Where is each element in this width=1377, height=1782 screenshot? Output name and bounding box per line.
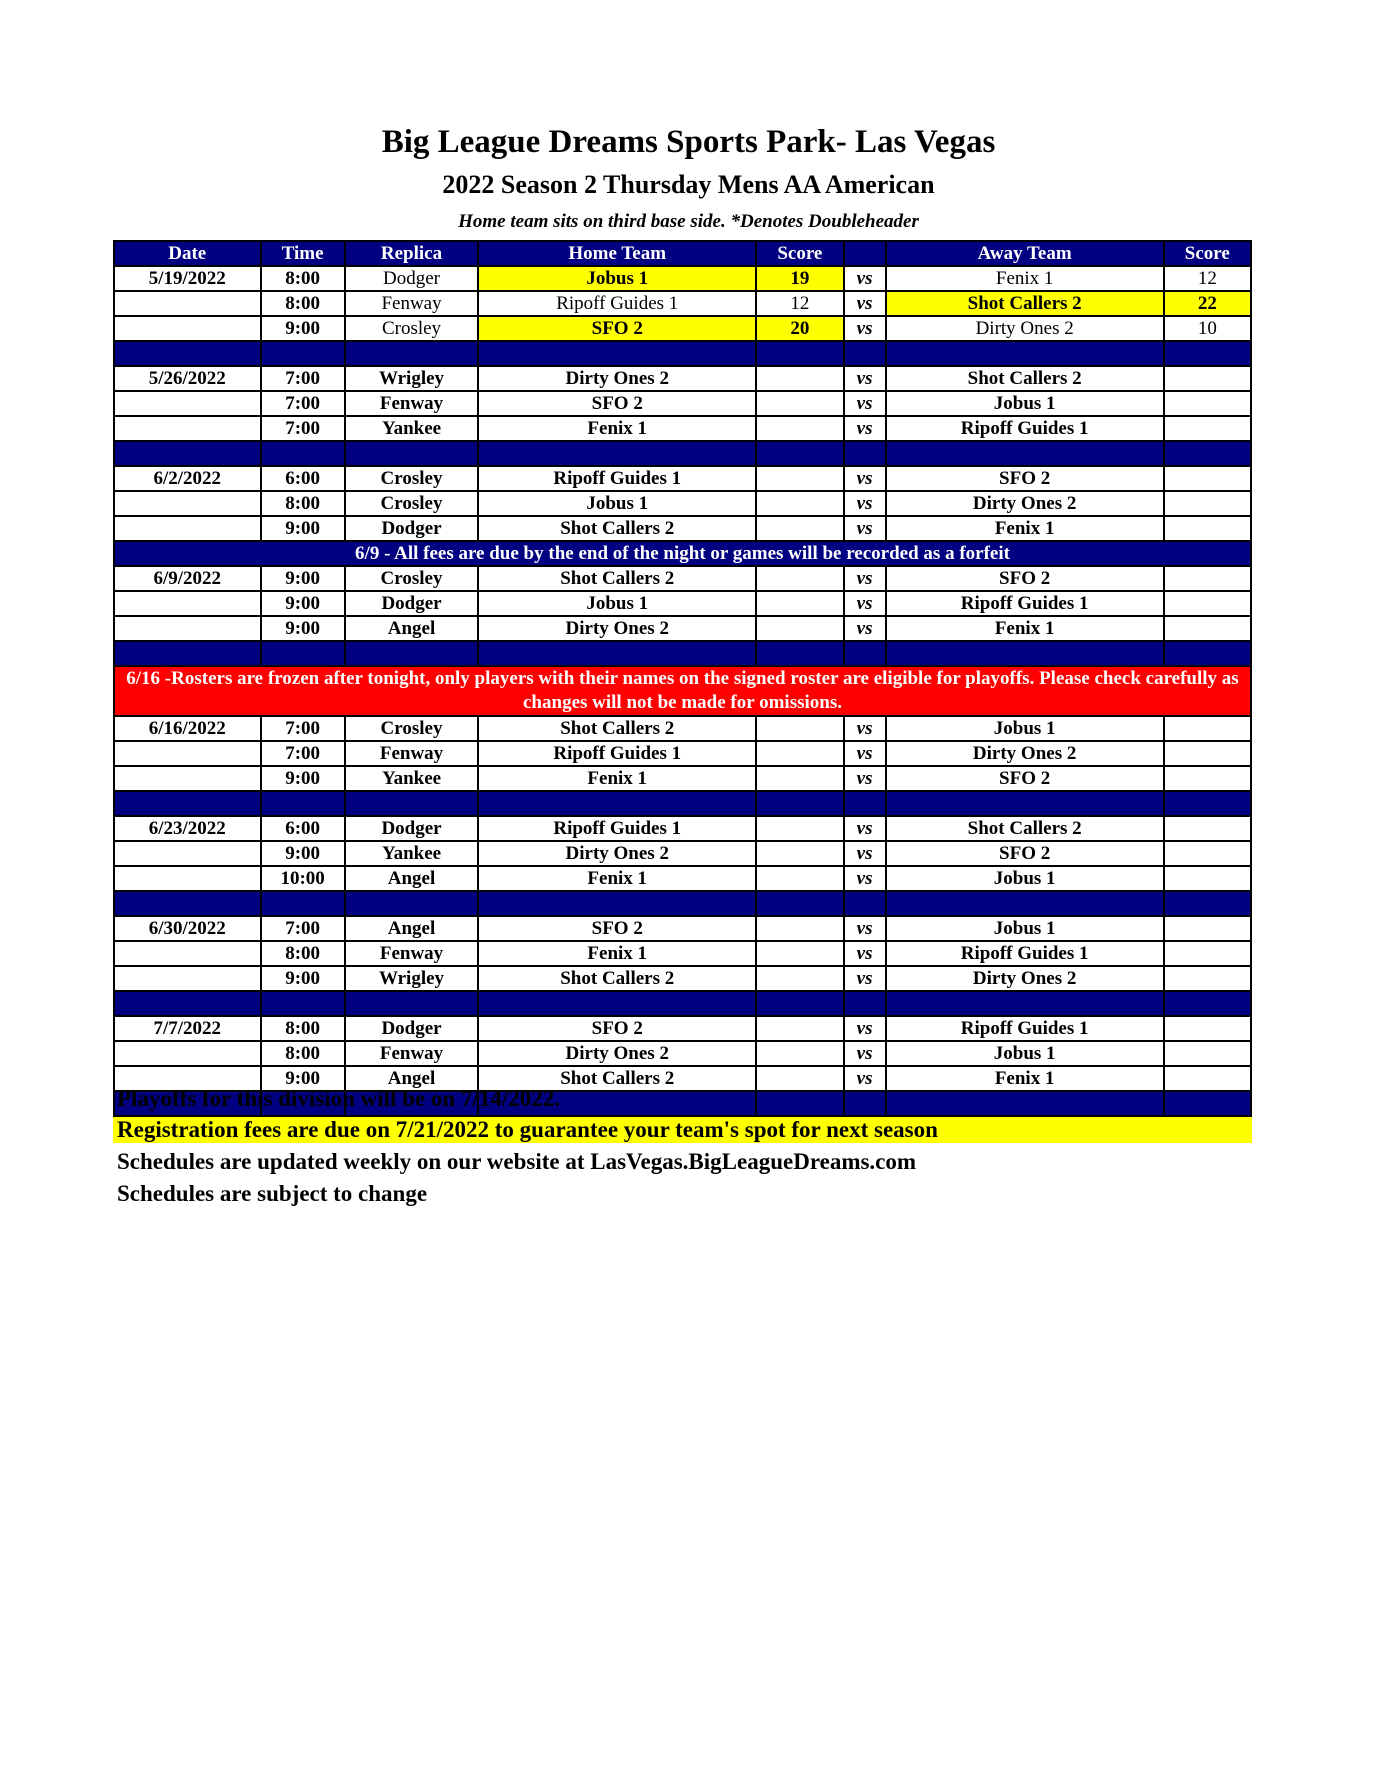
game-time: 8:00 <box>261 1016 345 1041</box>
game-time: 8:00 <box>261 941 345 966</box>
away-score <box>1164 591 1251 616</box>
week-date: 6/23/2022 <box>114 816 261 841</box>
spacer-cell <box>886 1091 1164 1116</box>
spacer-cell <box>1164 641 1251 666</box>
game-row <box>114 766 1251 791</box>
spacer-row <box>114 791 1251 816</box>
week-date-empty <box>114 391 261 416</box>
spacer-cell <box>844 341 886 366</box>
away-team: Jobus 1 <box>886 391 1164 416</box>
game-field: Angel <box>345 866 478 891</box>
game-time: 6:00 <box>261 466 345 491</box>
game-row <box>114 841 1251 866</box>
spacer-cell <box>756 1091 843 1116</box>
header-away-team: Away Team <box>886 241 1164 266</box>
spacer-cell <box>844 791 886 816</box>
home-score <box>756 416 843 441</box>
home-score <box>756 816 843 841</box>
game-time: 9:00 <box>261 966 345 991</box>
game-field: Dodger <box>345 591 478 616</box>
game-time: 9:00 <box>261 316 345 341</box>
game-row <box>114 516 1251 541</box>
spacer-cell <box>1164 991 1251 1016</box>
game-row <box>114 741 1251 766</box>
playoffs-note: Playoffs for this division will be on 7/14/2022. <box>117 1086 561 1111</box>
home-score <box>756 566 843 591</box>
game-field: Fenway <box>345 1041 478 1066</box>
spacer-cell <box>114 991 261 1016</box>
home-score <box>756 866 843 891</box>
spacer-cell <box>756 441 843 466</box>
game-row <box>114 566 1251 591</box>
away-score <box>1164 766 1251 791</box>
home-team: Fenix 1 <box>478 766 756 791</box>
vs-label: vs <box>844 366 886 391</box>
home-score <box>756 1066 843 1091</box>
spacer-cell <box>886 891 1164 916</box>
spacer-cell <box>756 341 843 366</box>
home-team: SFO 2 <box>478 316 756 341</box>
header-vs <box>844 241 886 266</box>
game-time: 8:00 <box>261 491 345 516</box>
home-team-note: Home team sits on third base side. *Denotes Doubleheader <box>458 211 919 232</box>
game-row <box>114 1016 1251 1041</box>
game-field: Fenway <box>345 741 478 766</box>
subject-to-change-note: Schedules are subject to change <box>117 1181 428 1206</box>
spacer-cell <box>756 791 843 816</box>
away-team: SFO 2 <box>886 841 1164 866</box>
home-score <box>756 916 843 941</box>
game-time: 9:00 <box>261 591 345 616</box>
home-team: Shot Callers 2 <box>478 516 756 541</box>
vs-label: vs <box>844 1016 886 1041</box>
away-score <box>1164 1016 1251 1041</box>
home-team: Shot Callers 2 <box>478 966 756 991</box>
away-score <box>1164 966 1251 991</box>
home-team: Ripoff Guides 1 <box>478 291 756 316</box>
game-time: 7:00 <box>261 916 345 941</box>
game-field: Angel <box>345 916 478 941</box>
roster-alert: 6/16 -Rosters are frozen after tonight, only players with their names on the signed roster are eligible for playoffs. Please check carefully as changes will not be made for omissions. <box>114 666 1251 716</box>
away-score <box>1164 516 1251 541</box>
spacer-cell <box>886 441 1164 466</box>
home-score <box>756 941 843 966</box>
spacer-cell <box>886 641 1164 666</box>
week-date-empty <box>114 941 261 966</box>
game-field: Angel <box>345 616 478 641</box>
home-score <box>756 966 843 991</box>
vs-label: vs <box>844 291 886 316</box>
spacer-cell <box>844 441 886 466</box>
away-team: Fenix 1 <box>886 516 1164 541</box>
game-time: 6:00 <box>261 816 345 841</box>
vs-label: vs <box>844 316 886 341</box>
home-team: Jobus 1 <box>478 591 756 616</box>
game-field: Fenway <box>345 391 478 416</box>
spacer-cell <box>1164 891 1251 916</box>
away-score <box>1164 866 1251 891</box>
away-score <box>1164 1041 1251 1066</box>
game-row <box>114 266 1251 291</box>
vs-label: vs <box>844 491 886 516</box>
game-row <box>114 491 1251 516</box>
home-score <box>756 741 843 766</box>
spacer-cell <box>844 891 886 916</box>
home-score <box>756 591 843 616</box>
vs-label: vs <box>844 741 886 766</box>
spacer-cell <box>1164 791 1251 816</box>
vs-label: vs <box>844 716 886 741</box>
away-score <box>1164 616 1251 641</box>
home-score <box>756 466 843 491</box>
game-row <box>114 316 1251 341</box>
week-date: 6/2/2022 <box>114 466 261 491</box>
game-field: Wrigley <box>345 966 478 991</box>
fees-banner-row <box>114 541 1251 566</box>
game-field: Dodger <box>345 816 478 841</box>
away-team: Fenix 1 <box>886 616 1164 641</box>
spacer-cell <box>261 991 345 1016</box>
away-score <box>1164 491 1251 516</box>
spacer-cell <box>478 991 756 1016</box>
game-time: 9:00 <box>261 616 345 641</box>
home-score: 12 <box>756 291 843 316</box>
away-team: Dirty Ones 2 <box>886 741 1164 766</box>
header-home-team: Home Team <box>478 241 756 266</box>
spacer-cell <box>261 341 345 366</box>
vs-label: vs <box>844 566 886 591</box>
game-time: 8:00 <box>261 266 345 291</box>
vs-label: vs <box>844 1066 886 1091</box>
home-score <box>756 616 843 641</box>
website-note: Schedules are updated weekly on our website at LasVegas.BigLeagueDreams.com <box>117 1149 917 1174</box>
away-team: Jobus 1 <box>886 716 1164 741</box>
game-row <box>114 966 1251 991</box>
home-score: 19 <box>756 266 843 291</box>
away-team: Ripoff Guides 1 <box>886 416 1164 441</box>
home-team: Jobus 1 <box>478 491 756 516</box>
away-score <box>1164 941 1251 966</box>
week-date: 6/16/2022 <box>114 716 261 741</box>
vs-label: vs <box>844 266 886 291</box>
header-home-score: Score <box>756 241 843 266</box>
week-date-empty <box>114 591 261 616</box>
home-team: Jobus 1 <box>478 266 756 291</box>
home-team: SFO 2 <box>478 916 756 941</box>
game-field: Dodger <box>345 266 478 291</box>
week-date-empty <box>114 416 261 441</box>
spacer-cell <box>1164 1091 1251 1116</box>
spacer-cell <box>261 891 345 916</box>
week-date-empty <box>114 741 261 766</box>
spacer-cell <box>756 891 843 916</box>
away-team: Ripoff Guides 1 <box>886 591 1164 616</box>
away-team: SFO 2 <box>886 466 1164 491</box>
home-score <box>756 366 843 391</box>
game-field: Yankee <box>345 766 478 791</box>
away-score <box>1164 416 1251 441</box>
spacer-cell <box>345 991 478 1016</box>
spacer-cell <box>114 791 261 816</box>
spacer-cell <box>844 1091 886 1116</box>
spacer-cell <box>1164 341 1251 366</box>
game-field: Crosley <box>345 316 478 341</box>
week-date-empty <box>114 616 261 641</box>
spacer-cell <box>478 441 756 466</box>
game-field: Fenway <box>345 291 478 316</box>
home-team: Fenix 1 <box>478 416 756 441</box>
away-team: Shot Callers 2 <box>886 366 1164 391</box>
away-score <box>1164 741 1251 766</box>
game-field: Fenway <box>345 941 478 966</box>
game-row <box>114 941 1251 966</box>
game-field: Angel <box>345 1066 478 1091</box>
vs-label: vs <box>844 766 886 791</box>
spacer-cell <box>345 791 478 816</box>
home-score <box>756 491 843 516</box>
home-score <box>756 766 843 791</box>
spacer-cell <box>114 641 261 666</box>
spacer-row <box>114 341 1251 366</box>
game-field: Dodger <box>345 516 478 541</box>
week-date-empty <box>114 516 261 541</box>
home-team: SFO 2 <box>478 391 756 416</box>
game-time: 9:00 <box>261 566 345 591</box>
game-row <box>114 366 1251 391</box>
away-team: SFO 2 <box>886 766 1164 791</box>
away-score <box>1164 916 1251 941</box>
spacer-cell <box>886 991 1164 1016</box>
away-team: Jobus 1 <box>886 1041 1164 1066</box>
game-time: 8:00 <box>261 291 345 316</box>
game-time: 10:00 <box>261 866 345 891</box>
home-team: Dirty Ones 2 <box>478 616 756 641</box>
week-date-empty <box>114 291 261 316</box>
game-row <box>114 916 1251 941</box>
home-score <box>756 1016 843 1041</box>
home-score <box>756 841 843 866</box>
week-date-empty <box>114 841 261 866</box>
game-row <box>114 716 1251 741</box>
away-team: Fenix 1 <box>886 266 1164 291</box>
spacer-cell <box>478 891 756 916</box>
vs-label: vs <box>844 941 886 966</box>
week-date-empty <box>114 316 261 341</box>
spacer-cell <box>261 441 345 466</box>
spacer-cell <box>114 341 261 366</box>
game-field: Crosley <box>345 491 478 516</box>
home-team: Shot Callers 2 <box>478 716 756 741</box>
vs-label: vs <box>844 866 886 891</box>
home-team: Fenix 1 <box>478 866 756 891</box>
header-time: Time <box>261 241 345 266</box>
spacer-cell <box>345 341 478 366</box>
spacer-cell <box>114 441 261 466</box>
spacer-cell <box>114 891 261 916</box>
game-row <box>114 816 1251 841</box>
away-score: 10 <box>1164 316 1251 341</box>
spacer-cell <box>886 341 1164 366</box>
game-field: Crosley <box>345 566 478 591</box>
game-field: Dodger <box>345 1016 478 1041</box>
week-date-empty <box>114 866 261 891</box>
game-time: 7:00 <box>261 366 345 391</box>
vs-label: vs <box>844 616 886 641</box>
roster-alert-row <box>114 666 1251 716</box>
game-field: Yankee <box>345 841 478 866</box>
game-time: 7:00 <box>261 741 345 766</box>
week-date-empty <box>114 966 261 991</box>
game-time: 9:00 <box>261 1066 345 1091</box>
week-date: 7/7/2022 <box>114 1016 261 1041</box>
spacer-cell <box>844 991 886 1016</box>
game-row <box>114 591 1251 616</box>
schedule-table <box>113 240 1252 1117</box>
spacer-cell <box>261 641 345 666</box>
game-row <box>114 616 1251 641</box>
spacer-cell <box>345 441 478 466</box>
away-score <box>1164 1066 1251 1091</box>
spacer-cell <box>261 791 345 816</box>
fees-banner: 6/9 - All fees are due by the end of the night or games will be recorded as a forfeit <box>114 541 1251 566</box>
vs-label: vs <box>844 416 886 441</box>
away-team: Dirty Ones 2 <box>886 966 1164 991</box>
spacer-row <box>114 641 1251 666</box>
game-field: Crosley <box>345 716 478 741</box>
away-score <box>1164 716 1251 741</box>
spacer-row <box>114 891 1251 916</box>
away-team: Fenix 1 <box>886 1066 1164 1091</box>
away-team: Jobus 1 <box>886 916 1164 941</box>
away-score: 12 <box>1164 266 1251 291</box>
home-team: SFO 2 <box>478 1016 756 1041</box>
home-team: Ripoff Guides 1 <box>478 466 756 491</box>
game-time: 7:00 <box>261 391 345 416</box>
home-score <box>756 516 843 541</box>
game-row <box>114 1041 1251 1066</box>
page-title: Big League Dreams Sports Park- Las Vegas <box>381 124 996 160</box>
header-replica: Replica <box>345 241 478 266</box>
game-row <box>114 466 1251 491</box>
away-team: Dirty Ones 2 <box>886 316 1164 341</box>
away-team: SFO 2 <box>886 566 1164 591</box>
spacer-row <box>114 441 1251 466</box>
game-time: 7:00 <box>261 716 345 741</box>
game-time: 9:00 <box>261 516 345 541</box>
spacer-cell <box>1164 441 1251 466</box>
registration-note: Registration fees are due on 7/21/2022 to guarantee your team's spot for next season <box>113 1117 1252 1143</box>
away-score <box>1164 841 1251 866</box>
away-team: Dirty Ones 2 <box>886 491 1164 516</box>
spacer-cell <box>756 991 843 1016</box>
vs-label: vs <box>844 816 886 841</box>
away-score <box>1164 566 1251 591</box>
spacer-cell <box>345 891 478 916</box>
away-team: Shot Callers 2 <box>886 291 1164 316</box>
game-time: 7:00 <box>261 416 345 441</box>
away-score: 22 <box>1164 291 1251 316</box>
schedule-body <box>114 266 1251 1116</box>
spacer-cell <box>478 341 756 366</box>
game-row <box>114 416 1251 441</box>
week-date: 6/30/2022 <box>114 916 261 941</box>
vs-label: vs <box>844 1041 886 1066</box>
home-team: Dirty Ones 2 <box>478 366 756 391</box>
game-time: 9:00 <box>261 841 345 866</box>
vs-label: vs <box>844 966 886 991</box>
header-away-score: Score <box>1164 241 1251 266</box>
home-score: 20 <box>756 316 843 341</box>
week-date-empty <box>114 766 261 791</box>
home-team: Dirty Ones 2 <box>478 841 756 866</box>
spacer-cell <box>844 641 886 666</box>
vs-label: vs <box>844 391 886 416</box>
game-field: Crosley <box>345 466 478 491</box>
game-row <box>114 291 1251 316</box>
game-field: Wrigley <box>345 366 478 391</box>
header-row <box>114 241 1251 266</box>
spacer-cell <box>756 641 843 666</box>
vs-label: vs <box>844 841 886 866</box>
vs-label: vs <box>844 466 886 491</box>
spacer-cell <box>478 791 756 816</box>
home-team: Ripoff Guides 1 <box>478 816 756 841</box>
home-score <box>756 1041 843 1066</box>
game-time: 9:00 <box>261 766 345 791</box>
vs-label: vs <box>844 916 886 941</box>
week-date-empty <box>114 491 261 516</box>
away-team: Shot Callers 2 <box>886 816 1164 841</box>
vs-label: vs <box>844 591 886 616</box>
away-score <box>1164 391 1251 416</box>
game-row <box>114 391 1251 416</box>
away-score <box>1164 816 1251 841</box>
away-score <box>1164 366 1251 391</box>
home-score <box>756 391 843 416</box>
vs-label: vs <box>844 516 886 541</box>
game-field: Yankee <box>345 416 478 441</box>
spacer-cell <box>478 641 756 666</box>
week-date: 5/19/2022 <box>114 266 261 291</box>
home-team: Ripoff Guides 1 <box>478 741 756 766</box>
home-team: Fenix 1 <box>478 941 756 966</box>
away-team: Ripoff Guides 1 <box>886 1016 1164 1041</box>
week-date-empty <box>114 1041 261 1066</box>
game-time: 8:00 <box>261 1041 345 1066</box>
spacer-row <box>114 991 1251 1016</box>
game-row <box>114 866 1251 891</box>
home-team: Dirty Ones 2 <box>478 1041 756 1066</box>
spacer-cell <box>886 791 1164 816</box>
away-team: Ripoff Guides 1 <box>886 941 1164 966</box>
home-team: Shot Callers 2 <box>478 1066 756 1091</box>
header-date: Date <box>114 241 261 266</box>
home-score <box>756 716 843 741</box>
week-date: 6/9/2022 <box>114 566 261 591</box>
home-team: Shot Callers 2 <box>478 566 756 591</box>
week-date: 5/26/2022 <box>114 366 261 391</box>
away-score <box>1164 466 1251 491</box>
spacer-cell <box>345 641 478 666</box>
away-team: Jobus 1 <box>886 866 1164 891</box>
page-subtitle: 2022 Season 2 Thursday Mens AA American <box>442 170 935 199</box>
